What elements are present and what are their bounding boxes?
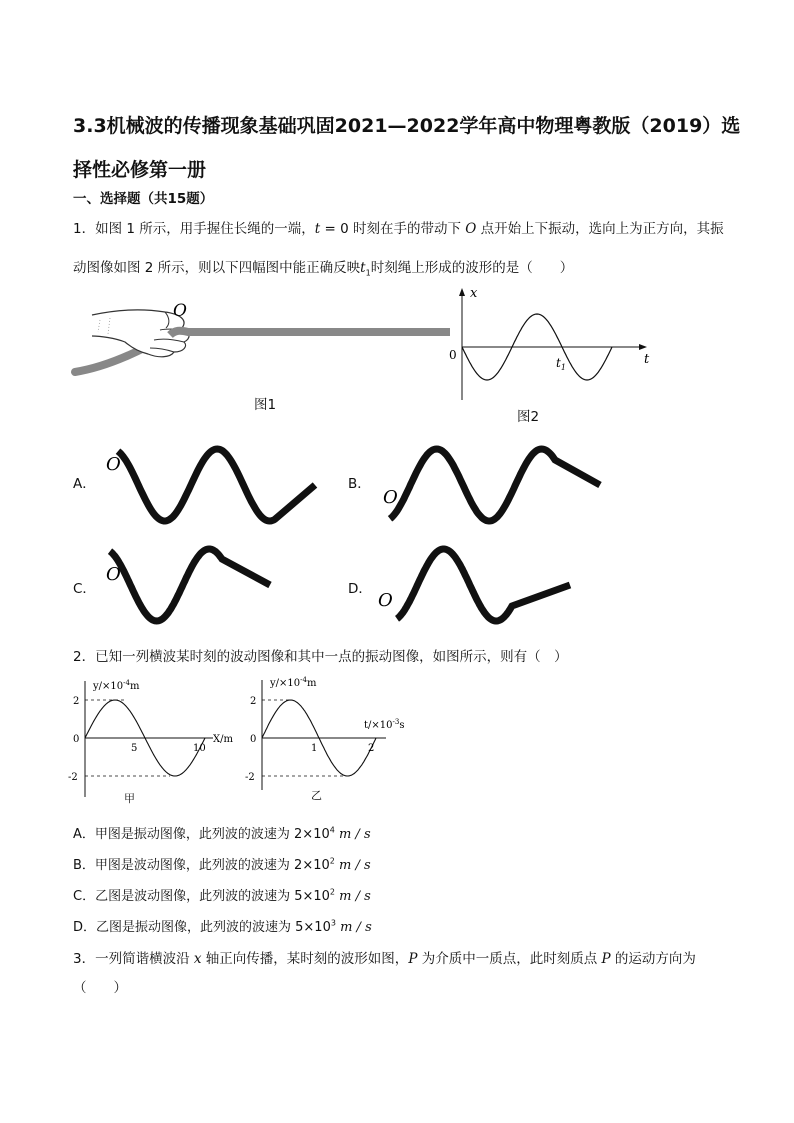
q3-var-p: P [601, 951, 611, 967]
choice-text: B．甲图是波动图像，此列波的波速为 2×10 [73, 858, 330, 873]
jia-tick-x-10: 10 [193, 743, 206, 754]
choice-exp: 4 [329, 825, 335, 835]
q2-yi-caption: 乙 [311, 789, 322, 802]
jia-tick-y-2: 2 [73, 696, 80, 707]
choice-unit: m / s [340, 920, 372, 935]
yi-tick-y-neg2: -2 [245, 772, 255, 783]
choice-unit: m / s [339, 889, 371, 904]
option-c-point-o: O [106, 564, 121, 585]
q2-stem: 2．已知一列横波某时刻的波动图像和其中一点的振动图像，如图所示，则有（ ） [73, 649, 568, 665]
q3-text: 3．一列简谐横波沿 [73, 951, 194, 967]
q1-var-t: t [314, 221, 321, 237]
choice-text: D．乙图是振动图像，此列波的波速为 5×10 [73, 920, 331, 935]
q3-stem-line2: （ ） [73, 980, 127, 996]
yi-tick-x-1: 1 [311, 743, 318, 754]
q1-text: 点开始上下振动，选向上为正方向，其振 [476, 221, 724, 237]
page-title: 3.3机械波的传播现象基础巩固2021—2022学年高中物理粤教版（2019）选择性必修第一册 [73, 115, 741, 181]
option-b-waveform[interactable] [380, 440, 605, 530]
yi-tick-y-2: 2 [250, 696, 257, 707]
q3-var-p: P [408, 951, 418, 967]
choice-unit: m / s [339, 858, 371, 873]
yi-tick-x-2: 2 [368, 743, 375, 754]
option-a-point-o: O [106, 454, 121, 475]
q1-stem-line2 [73, 256, 573, 278]
jia-tick-y-0: 0 [73, 734, 80, 745]
jia-y-label: $y/\times 10^{-4}m$ [93, 679, 140, 692]
figure-2-vibration-graph [440, 285, 660, 405]
q1-text: = 0 时刻在手的带动下 [320, 221, 466, 237]
fig2-x-arrow [639, 344, 647, 350]
q1-var-o: O [465, 221, 477, 237]
option-d-point-o: O [378, 590, 393, 611]
fig2-y-arrow [459, 288, 465, 296]
q2-graph-yi [240, 672, 420, 802]
option-a-label[interactable]: A． [73, 476, 96, 492]
q2-choice-b[interactable] [73, 854, 371, 873]
section-header: 一、选择题（共15题） [73, 191, 214, 207]
choice-text: C．乙图是波动图像，此列波的波速为 5×10 [73, 889, 330, 904]
choice-unit: m / s [338, 827, 371, 842]
option-a-waveform[interactable] [100, 440, 320, 530]
q1-text: 动图像如图 2 所示，则以下四幅图中能正确反映 [73, 260, 361, 276]
q1-sub: 1 [365, 268, 371, 278]
q1-stem-line1 [73, 217, 724, 237]
fig2-t-label: t [644, 352, 650, 367]
option-c-label[interactable]: C． [73, 581, 96, 597]
q1-text: 1．如图 1 所示，用手握住长绳的一端， [73, 221, 315, 237]
q3-text: 的运动方向为 [610, 951, 696, 967]
q1-text: 时刻绳上形成的波形的是（ ） [370, 260, 574, 276]
fig2-t1-label: $t_1$ [556, 356, 566, 372]
choice-text: A．甲图是振动图像，此列波的波速为 2×10 [73, 827, 330, 842]
fig2-x-label: x [470, 286, 478, 301]
choice-exp: 2 [329, 887, 336, 897]
q2-jia-caption: 甲 [124, 792, 135, 805]
figure-1-hand-rope [70, 290, 455, 380]
yi-y-label: $y/\times 10^{-4}m$ [270, 676, 317, 689]
option-b-point-o: O [383, 487, 398, 508]
jia-tick-x-5: 5 [131, 743, 138, 754]
q1-var-t1: t [360, 260, 366, 276]
option-d-waveform[interactable] [375, 540, 575, 630]
jia-x-label: X/m [213, 734, 233, 745]
fig2-caption: 图2 [517, 409, 540, 425]
q3-stem-line1 [73, 947, 696, 967]
option-c-waveform[interactable] [100, 540, 280, 630]
q3-var-x: x [193, 951, 202, 967]
choice-exp: 2 [329, 856, 335, 866]
q2-choice-c[interactable] [73, 885, 371, 904]
q2-choice-a[interactable] [73, 823, 371, 842]
q3-text: 轴正向传播，某时刻的波形如图， [201, 951, 409, 967]
q2-graph-jia [65, 675, 233, 805]
fig1-caption: 图1 [254, 397, 277, 413]
q3-text: 为介质中一质点，此时刻质点 [417, 951, 602, 967]
option-d-label[interactable]: D． [348, 581, 372, 597]
jia-tick-y-neg2: -2 [68, 772, 78, 783]
yi-tick-y-0: 0 [250, 734, 257, 745]
yi-x-label: $t/\times 10^{-3}s$ [364, 718, 405, 731]
choice-exp: 3 [330, 918, 336, 928]
fig1-point-o: O [173, 301, 187, 321]
fig2-origin: 0 [449, 348, 457, 362]
option-b-label[interactable]: B． [348, 476, 371, 492]
q2-choice-d[interactable] [73, 916, 372, 935]
